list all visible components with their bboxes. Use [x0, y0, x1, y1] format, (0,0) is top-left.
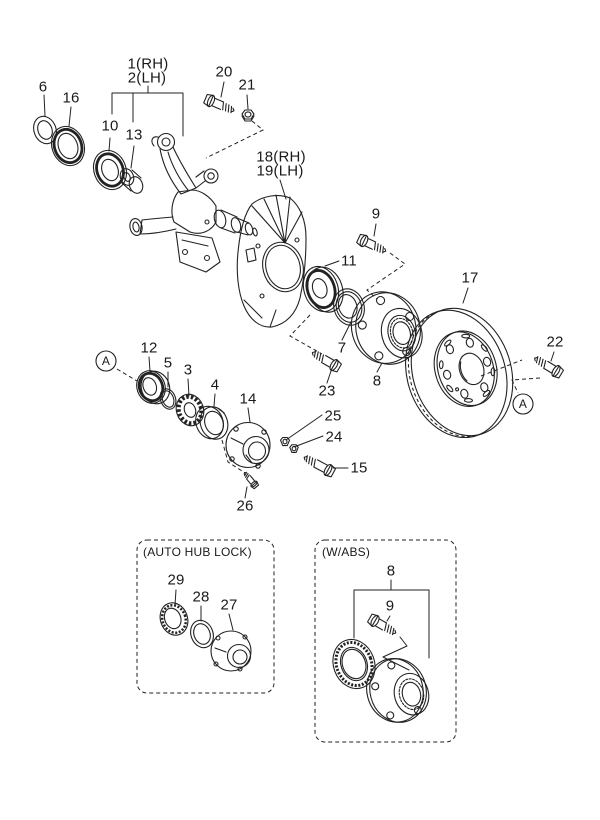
ring-28-drawing [187, 617, 217, 651]
part-label-12: 12 [140, 339, 158, 357]
abs-bolt-9-drawing [367, 613, 399, 638]
part-label-19lh: 19(LH) [256, 162, 304, 180]
abs-tone-ring-drawing [326, 633, 382, 694]
washer-6-drawing [30, 113, 60, 147]
bushing-13-drawing [118, 167, 145, 195]
nut-21-drawing [242, 110, 254, 121]
washer-25-drawing [281, 438, 290, 446]
bolt-15-drawing [301, 452, 336, 478]
part-label-15: 15 [350, 459, 368, 477]
seal-16-drawing [46, 122, 90, 171]
w-abs-box [315, 540, 456, 742]
part-label-21: 21 [238, 76, 256, 94]
bolt-9-drawing [356, 233, 388, 257]
dust-shield-drawing [237, 195, 309, 327]
part-label-2lh: 2(LH) [127, 69, 167, 87]
part-label-14: 14 [239, 390, 257, 408]
part-label-3: 3 [183, 361, 193, 379]
part-label-29: 29 [167, 571, 185, 589]
part-label-6: 6 [38, 78, 48, 96]
bearing-11-drawing [298, 261, 349, 318]
part-label-28: 28 [192, 588, 210, 606]
part-label-a-left: A [101, 354, 111, 368]
part-label-auto-hub-lock-title: (AUTO HUB LOCK) [143, 545, 252, 559]
snap-ring-5-drawing [157, 387, 178, 412]
part-label-9-abs: 9 [385, 597, 395, 615]
part-label-22: 22 [546, 333, 564, 351]
auto-hub-lock-box [137, 540, 274, 693]
part-label-wabs-title: (W/ABS) [322, 545, 371, 559]
part-label-8: 8 [372, 372, 382, 390]
leader-lines [44, 82, 554, 670]
part-label-7: 7 [337, 339, 347, 357]
part-label-27: 27 [220, 596, 238, 614]
lock-nut-4-drawing [191, 401, 232, 444]
part-label-5: 5 [163, 354, 173, 372]
brake-disc-drawing [390, 295, 529, 451]
part-label-18rh: 18(RH) [256, 148, 306, 166]
part-label-8-abs: 8 [386, 562, 396, 580]
bolt-26-drawing [242, 470, 260, 489]
part-label-16: 16 [62, 89, 80, 107]
part-label-4: 4 [210, 376, 220, 394]
part-label-9: 9 [371, 205, 381, 223]
part-label-20: 20 [215, 63, 233, 81]
part-label-17: 17 [461, 269, 479, 287]
part-label-25: 25 [324, 407, 342, 425]
bolt-23-drawing [309, 347, 342, 373]
part-label-a-right: A [518, 397, 528, 411]
bearing-10-drawing [88, 146, 132, 195]
hub-lock-body-27-drawing [211, 631, 251, 671]
part-label-24: 24 [325, 428, 343, 446]
bolt-22-drawing [531, 353, 564, 379]
part-label-10: 10 [101, 117, 119, 135]
free-wheel-hub-14-drawing [226, 423, 270, 469]
detail-marker-a-right [513, 394, 533, 414]
part-label-23: 23 [318, 382, 336, 400]
part-label-1rh: 1(RH) [127, 55, 169, 73]
washer-24-drawing [290, 445, 299, 453]
part-label-26: 26 [236, 497, 254, 515]
part-label-11: 11 [341, 252, 357, 270]
lock-washer-3-drawing [172, 390, 208, 429]
part-label-13: 13 [125, 126, 143, 144]
detail-marker-a-left [96, 351, 116, 371]
bolt-20-drawing [203, 93, 236, 116]
ring-29-drawing [156, 599, 193, 639]
